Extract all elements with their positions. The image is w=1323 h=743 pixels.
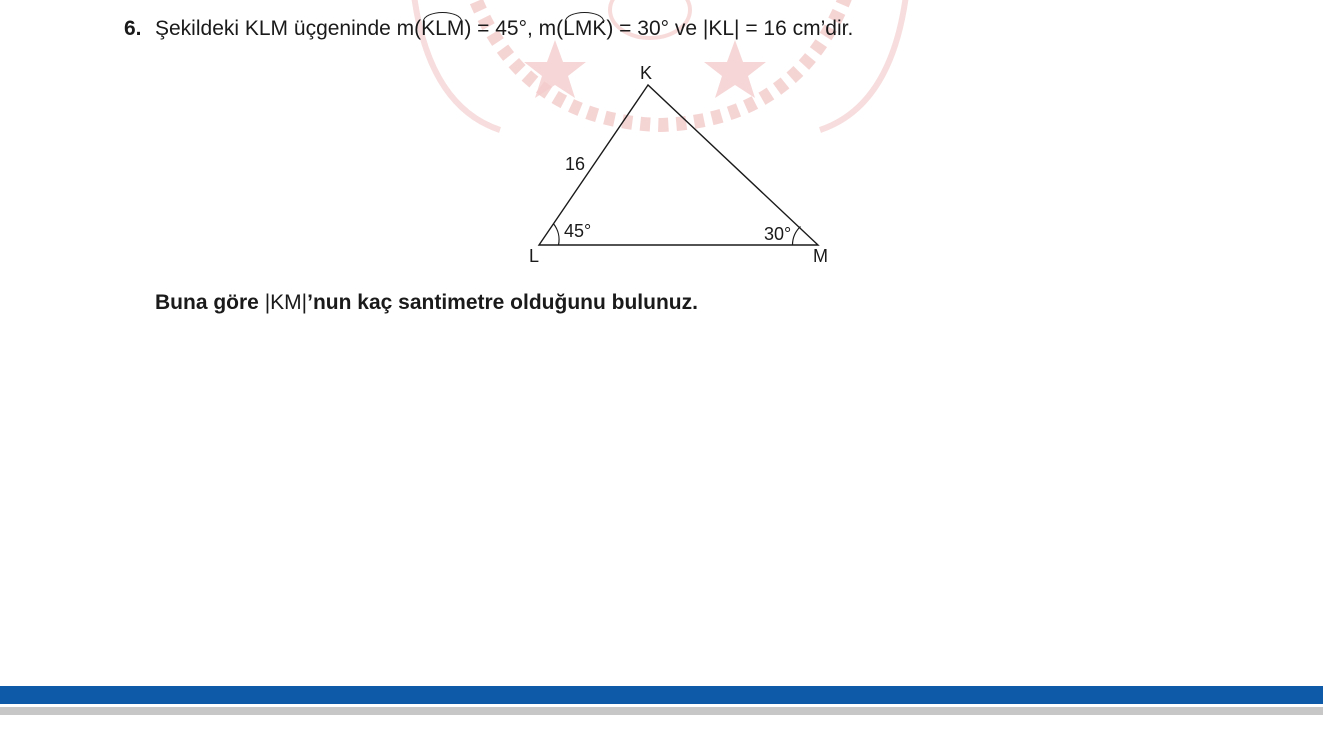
prompt-part2: ’nun kaç santimetre olduğunu bulunuz.: [307, 291, 698, 314]
question-text: [124, 15, 853, 43]
footer-gray-bar: [0, 707, 1323, 715]
angle-klm: KLM: [421, 15, 464, 43]
angle-l-label: 45°: [564, 221, 592, 241]
prompt-km: |KM|: [264, 291, 308, 314]
vertex-l-label: L: [529, 246, 540, 266]
angle-lmk: LMK: [563, 15, 606, 43]
question-stem-part3: ) = 30° ve |KL| = 16 cm’dir.: [606, 17, 854, 40]
question-stem-part2: ) = 45°, m(: [464, 17, 564, 40]
triangle-figure: [520, 60, 850, 270]
prompt-part1: Buna göre: [155, 291, 265, 314]
side-kl-label: 16: [565, 154, 586, 174]
angle-m-label: 30°: [764, 224, 792, 244]
vertex-k-label: K: [640, 63, 653, 83]
prompt-text: [155, 289, 698, 317]
question-stem-part1: Şekildeki KLM üçgeninde m(: [155, 17, 422, 40]
angle-arc-l: [554, 224, 560, 245]
footer-blue-bar: [0, 686, 1323, 704]
vertex-m-label: M: [813, 246, 828, 266]
question-number: 6.: [124, 17, 142, 40]
angle-arc-m: [793, 227, 801, 246]
